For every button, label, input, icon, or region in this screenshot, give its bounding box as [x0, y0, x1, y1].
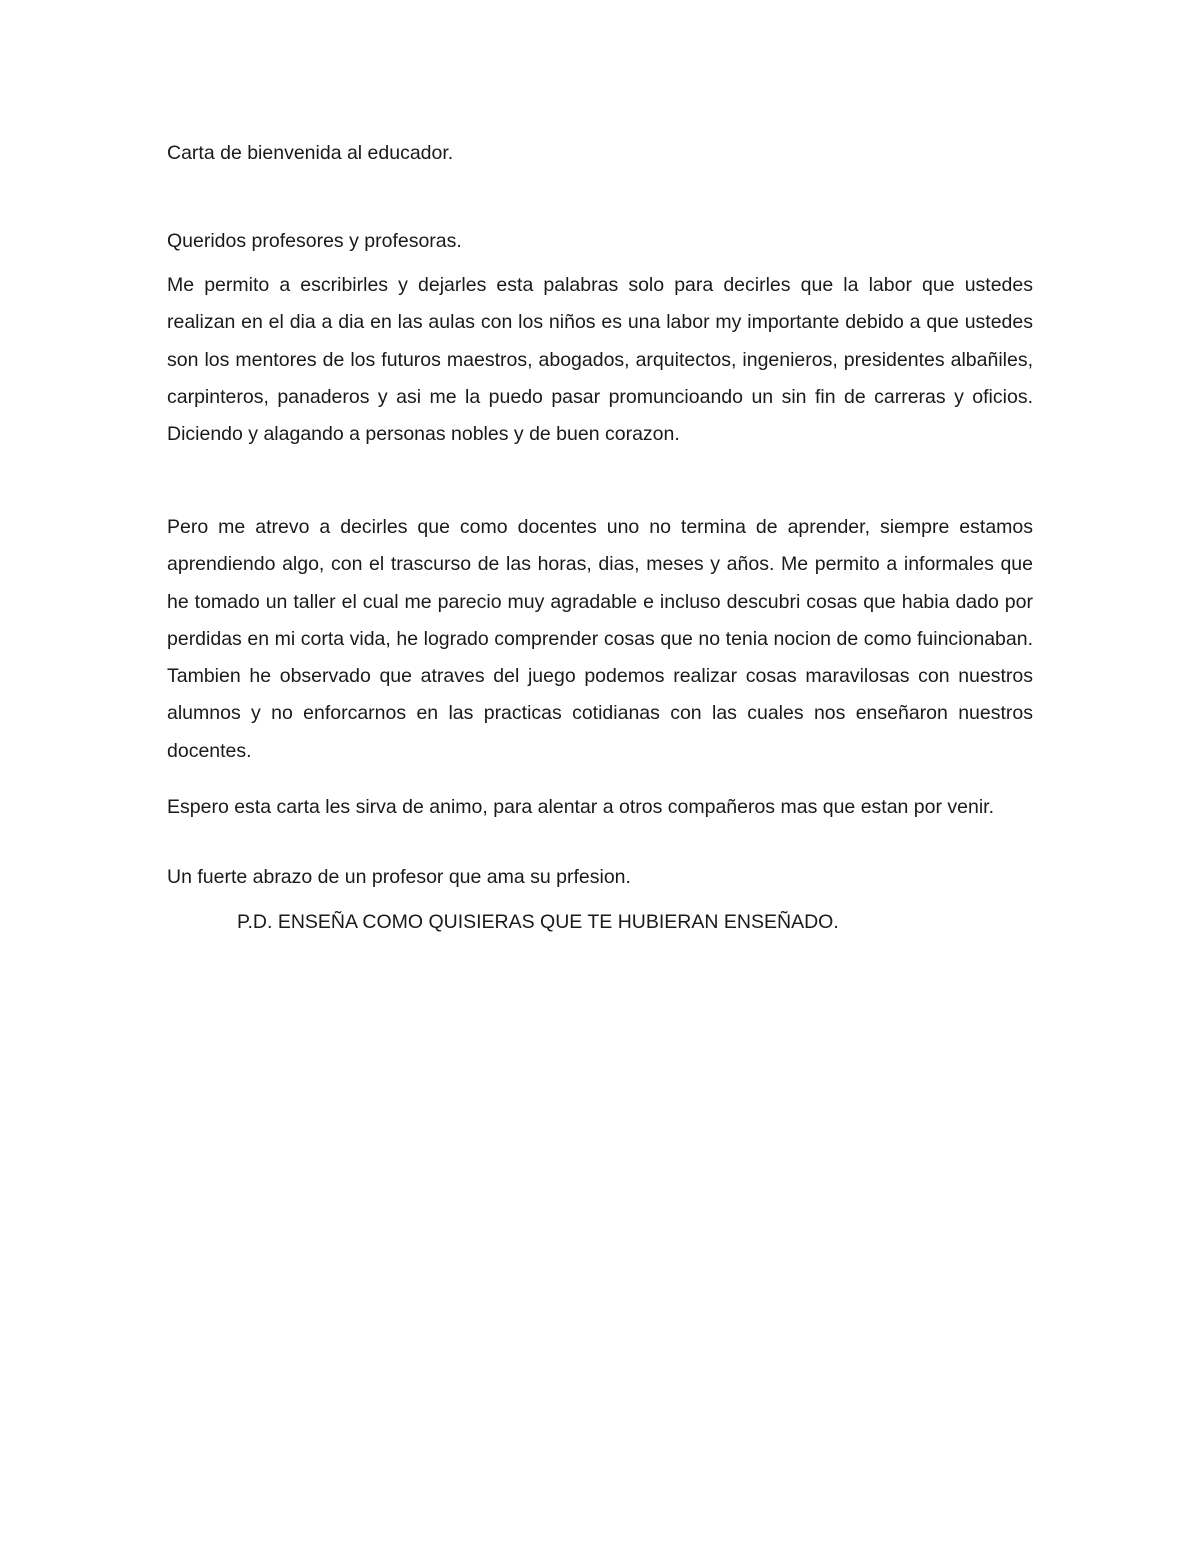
letter-paragraph-2: Pero me atrevo a decirles que como docentes uno no termina de aprender, siempre estamos aprendiendo algo, con el trascurso de las horas, dias, meses y años. Me permito a informales que he tomado un taller el cual me parecio muy agradable e incluso descubri cosas que habia dado por perdidas en mi corta vida, he logrado comprender cosas que no tenia nocion de como fuincionaban. Tambien he observado que atraves del juego podemos realizar cosas maravilosas con nuestros alumnos y no enforcarnos en las practicas cotidianas con las cuales nos enseñaron nuestros docentes.	[167, 516, 1033, 762]
letter-paragraph-1: Me permito a escribirles y dejarles esta palabras solo para decirles que la labor que ustedes realizan en el dia a dia en las aulas con los niños es una labor my importante debido a que ustedes son los mentores de los futuros maestros, abogados, arquitectos, ingenieros, presidentes albañiles, carpinteros, panaderos y asi me la puedo pasar promuncioando un sin fin de carreras y oficios. Diciendo y alagando a personas nobles y de buen corazon.	[167, 274, 1033, 446]
letter-title: Carta de bienvenida al educador.	[167, 142, 454, 164]
letter-postscript: P.D. ENSEÑA COMO QUISIERAS QUE TE HUBIERAN ENSEÑADO.	[237, 911, 839, 933]
letter-closing: Un fuerte abrazo de un profesor que ama su prfesion.	[167, 866, 631, 888]
letter-paragraph-3: Espero esta carta les sirva de animo, para alentar a otros compañeros mas que estan por venir.	[167, 796, 995, 818]
letter-salutation: Queridos profesores y profesoras.	[167, 230, 462, 252]
